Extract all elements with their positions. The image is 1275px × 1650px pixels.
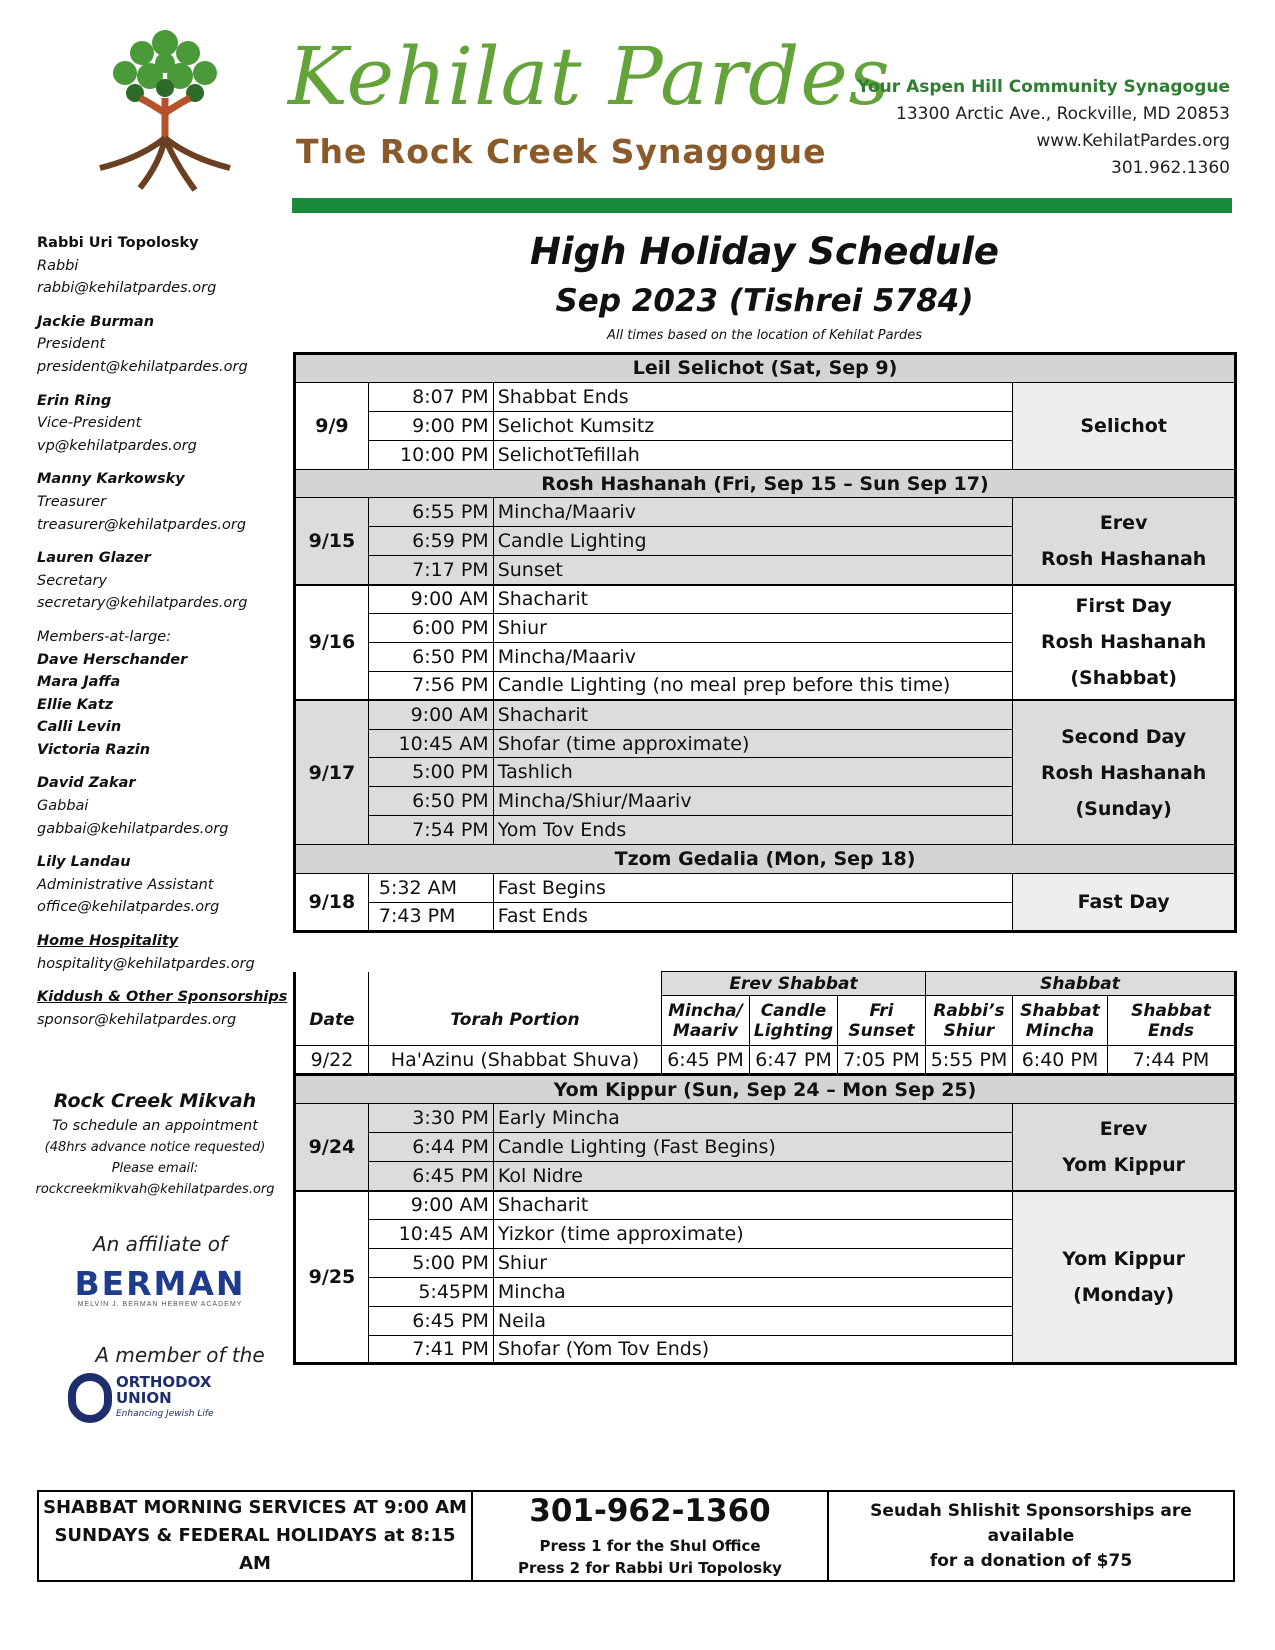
event-time: 9:00 AM [368, 700, 493, 729]
event-time: 8:07 PM [368, 382, 493, 411]
table-row [295, 585, 1236, 614]
shabbat-table [293, 971, 1237, 1074]
event-desc: Mincha/Shiur/Maariv [493, 787, 1013, 816]
event-time: 5:45PM [368, 1277, 493, 1306]
officer-role: Gabbai [37, 798, 89, 815]
event-desc: Shofar (Yom Tov Ends) [493, 1335, 1012, 1364]
table-row [295, 1046, 1236, 1074]
event-time: 7:56 PM [368, 671, 493, 700]
mikvah-line: To schedule an appointment [52, 1118, 258, 1134]
officer-name: Jackie Burman [37, 313, 155, 330]
event-time: 7:17 PM [368, 556, 493, 585]
event-desc: Shiur [493, 614, 1013, 643]
tagline: Your Aspen Hill Community Synagogue [857, 77, 1230, 97]
event-desc: Yizkor (time approximate) [493, 1219, 1012, 1248]
col-header-portion: Torah Portion [369, 996, 662, 1046]
event-time: 9:00 AM [368, 1191, 493, 1220]
event-desc: Selichot Kumsitz [493, 411, 1013, 440]
officer-rabbi [37, 232, 292, 300]
services-line: SHABBAT MORNING SERVICES AT 9:00 AM [43, 1497, 467, 1518]
contact-block [857, 74, 1230, 182]
affiliate-block [30, 1232, 290, 1308]
event-desc: Kol Nidre [493, 1162, 1012, 1191]
officer-email[interactable]: secretary@kehilatpardes.org [37, 595, 248, 612]
event-desc: Mincha [493, 1277, 1012, 1306]
day-name: Erev Rosh Hashanah [1013, 498, 1236, 585]
event-desc: Yom Tov Ends [493, 816, 1013, 845]
member-name: Mara Jaffa [37, 674, 121, 691]
col-header-smincha: Shabbat Mincha [1013, 996, 1108, 1046]
officer-role: Administrative Assistant [37, 876, 214, 893]
press-option: Press 2 for Rabbi Uri Topolosky [518, 1559, 782, 1577]
officer-email[interactable]: rabbi@kehilatpardes.org [37, 280, 217, 297]
seudah-info [829, 1492, 1233, 1580]
member-name: Calli Levin [37, 719, 122, 736]
event-desc: Sunset [493, 556, 1013, 585]
event-desc: Candle Lighting (Fast Begins) [493, 1133, 1012, 1162]
group-erev-shabbat: Erev Shabbat [662, 972, 926, 996]
day-name: First Day Rosh Hashanah (Shabbat) [1013, 585, 1236, 701]
officer-treasurer [37, 468, 292, 536]
phone-number: 301.962.1360 [1111, 158, 1230, 178]
event-desc: Shacharit [493, 700, 1013, 729]
ou-logo [68, 1373, 300, 1423]
table-row [295, 382, 1236, 411]
officer-name: Manny Karkowsky [37, 471, 185, 488]
event-desc: Candle Lighting [493, 527, 1013, 556]
section-header [295, 1075, 1236, 1104]
member-name: Dave Herschander [37, 651, 188, 668]
mikvah-title: Rock Creek Mikvah [53, 1090, 257, 1112]
section-title: Tzom Gedalia (Mon, Sep 18) [295, 845, 1236, 874]
berman-subtitle: MELVIN J. BERMAN HEBREW ACADEMY [77, 1301, 243, 1308]
officer-president [37, 311, 292, 379]
officer-email[interactable]: treasurer@kehilatpardes.org [37, 516, 247, 533]
synagogue-logo [288, 30, 891, 180]
torah-portion: Ha'Azinu (Shabbat Shuva) [369, 1046, 662, 1074]
members-label: Members-at-large: [37, 628, 172, 645]
day-name: Selichot [1013, 382, 1236, 469]
footer-box [37, 1490, 1235, 1582]
ou-line1: ORTHODOX [116, 1373, 212, 1391]
day-date: 9/18 [295, 874, 369, 932]
mikvah-email[interactable]: rockcreekmikvah@kehilatpardes.org [35, 1182, 275, 1197]
hospitality-email[interactable]: hospitality@kehilatpardes.org [37, 955, 255, 972]
officer-secretary [37, 547, 292, 615]
day-name: Second Day Rosh Hashanah (Sunday) [1013, 700, 1236, 844]
col-header-ends: Shabbat Ends [1108, 996, 1236, 1046]
page-subtitle: Sep 2023 (Tishrei 5784) [555, 283, 974, 319]
event-time: 5:00 PM [368, 1248, 493, 1277]
berman-logo-text: BERMAN [74, 1264, 246, 1303]
tree-logo-icon [80, 18, 250, 193]
event-time: 6:59 PM [368, 527, 493, 556]
officer-email[interactable]: office@kehilatpardes.org [37, 899, 220, 916]
officer-email[interactable]: vp@kehilatpardes.org [37, 437, 197, 454]
candle-time: 6:47 PM [750, 1046, 838, 1074]
section-header [295, 354, 1236, 383]
sunset-time: 7:05 PM [838, 1046, 926, 1074]
section-title: Yom Kippur (Sun, Sep 24 – Mon Sep 25) [295, 1075, 1236, 1104]
header-divider [292, 198, 1232, 213]
member-name: Victoria Razin [37, 741, 151, 758]
member-name: Ellie Katz [37, 696, 114, 713]
hospitality-link-block [37, 930, 292, 975]
sponsorship-link-block [37, 986, 292, 1031]
mincha-time: 6:45 PM [662, 1046, 750, 1074]
officer-role: Vice-President [37, 415, 142, 432]
col-header-shiur: Rabbi’s Shiur [926, 996, 1013, 1046]
table-row [295, 1191, 1236, 1220]
ou-line2: UNION [116, 1389, 172, 1407]
officer-role: Secretary [37, 572, 108, 589]
event-time: 10:45 AM [368, 729, 493, 758]
event-desc: Tashlich [493, 758, 1013, 787]
officer-name: Rabbi Uri Topolosky [37, 235, 199, 251]
event-desc: Neila [493, 1306, 1012, 1335]
table-row [295, 498, 1236, 527]
officer-email[interactable]: president@kehilatpardes.org [37, 358, 248, 375]
officer-name: Lauren Glazer [37, 550, 151, 567]
event-desc: Fast Begins [493, 874, 1013, 903]
day-date: 9/9 [295, 382, 369, 469]
event-time: 10:00 PM [368, 440, 493, 469]
officer-role: President [37, 336, 106, 353]
member-label: A member of the [95, 1343, 265, 1367]
event-time: 10:45 AM [368, 1219, 493, 1248]
day-date: 9/17 [295, 700, 369, 844]
event-time: 6:50 PM [368, 787, 493, 816]
day-name: Yom Kippur (Monday) [1013, 1191, 1236, 1364]
address: 13300 Arctic Ave., Rockville, MD 20853 [896, 104, 1230, 124]
shabbat-mincha-time: 6:40 PM [1013, 1046, 1108, 1074]
day-date: 9/16 [295, 585, 369, 701]
members-at-large [37, 626, 292, 762]
event-desc: Shiur [493, 1248, 1012, 1277]
ou-tagline: Enhancing Jewish Life [116, 1409, 214, 1419]
table-row [295, 700, 1236, 729]
day-name: Erev Yom Kippur [1013, 1104, 1236, 1191]
website-link[interactable]: www.KehilatPardes.org [1036, 131, 1230, 151]
day-date: 9/15 [295, 498, 369, 585]
event-time: 6:00 PM [368, 614, 493, 643]
event-time: 3:30 PM [368, 1104, 493, 1133]
page-title: High Holiday Schedule [529, 230, 1000, 273]
event-time: 7:54 PM [368, 816, 493, 845]
logo-sub-name: The Rock Creek Synagogue [296, 132, 827, 171]
event-time: 6:45 PM [368, 1306, 493, 1335]
schedule-table [293, 352, 1237, 933]
seudah-line: Seudah Shlishit Sponsorships are available [870, 1500, 1192, 1546]
event-desc: Mincha/Maariv [493, 642, 1013, 671]
event-time: 5:00 PM [368, 758, 493, 787]
sidebar [37, 232, 292, 1042]
services-info [39, 1492, 473, 1580]
press-option: Press 1 for the Shul Office [539, 1537, 761, 1555]
event-time: 7:43 PM [368, 902, 493, 931]
sponsorship-email[interactable]: sponsor@kehilatpardes.org [37, 1011, 237, 1028]
col-header-sunset: Fri Sunset [838, 996, 926, 1046]
sponsorship-link[interactable]: Kiddush & Other Sponsorships [37, 989, 288, 1006]
event-desc: Shacharit [493, 1191, 1012, 1220]
mikvah-line: (48hrs advance notice requested) [44, 1140, 266, 1155]
section-title: Leil Selichot (Sat, Sep 9) [295, 354, 1236, 383]
hospitality-link[interactable]: Home Hospitality [37, 933, 179, 950]
mikvah-block [20, 1090, 290, 1200]
event-desc: SelichotTefillah [493, 440, 1013, 469]
table-row [295, 1104, 1236, 1133]
affiliate-label: An affiliate of [92, 1232, 228, 1256]
event-time: 9:00 AM [368, 585, 493, 614]
event-time: 6:50 PM [368, 642, 493, 671]
officer-name: Lily Landau [37, 854, 131, 871]
section-title: Rosh Hashanah (Fri, Sep 15 – Sun Sep 17) [295, 469, 1236, 498]
officer-name: Erin Ring [37, 392, 112, 409]
shabbat-ends-time: 7:44 PM [1108, 1046, 1236, 1074]
group-shabbat: Shabbat [926, 972, 1236, 996]
day-date: 9/25 [295, 1191, 369, 1364]
event-desc: Shofar (time approximate) [493, 729, 1013, 758]
event-desc: Candle Lighting (no meal prep before this time) [493, 671, 1013, 700]
table-row [295, 874, 1236, 903]
event-time: 6:45 PM [368, 1162, 493, 1191]
seudah-line: for a donation of $75 [929, 1550, 1133, 1571]
shiur-time: 5:55 PM [926, 1046, 1013, 1074]
logo-script-name: Kehilat Pardes [288, 30, 891, 123]
event-time: 5:32 AM [368, 874, 493, 903]
mikvah-line: Please email: [111, 1161, 199, 1176]
event-desc: Early Mincha [493, 1104, 1012, 1133]
event-desc: Shacharit [493, 585, 1013, 614]
event-desc: Fast Ends [493, 902, 1013, 931]
section-header [295, 469, 1236, 498]
page-note: All times based on the location of Kehilat Pardes [607, 328, 922, 343]
event-desc: Mincha/Maariv [493, 498, 1013, 527]
officer-role: Treasurer [37, 493, 107, 510]
officer-role: Rabbi [37, 257, 79, 274]
event-time: 9:00 PM [368, 411, 493, 440]
ou-block [60, 1343, 300, 1423]
footer-phone: 301-962-1360 [529, 1493, 771, 1529]
officer-vp [37, 390, 292, 458]
yom-kippur-table [293, 1074, 1237, 1365]
event-time: 6:55 PM [368, 498, 493, 527]
section-header [295, 845, 1236, 874]
day-date: 9/24 [295, 1104, 369, 1191]
officer-admin [37, 851, 292, 919]
berman-logo [30, 1264, 290, 1303]
officer-name: David Zakar [37, 775, 136, 792]
phone-info [473, 1492, 829, 1580]
event-desc: Shabbat Ends [493, 382, 1013, 411]
services-line: SUNDAYS & FEDERAL HOLIDAYS at 8:15 AM [54, 1525, 456, 1574]
col-header-date: Date [295, 996, 369, 1046]
officer-gabbai [37, 772, 292, 840]
event-time: 7:41 PM [368, 1335, 493, 1364]
ou-circle-icon [68, 1373, 112, 1423]
col-header-candle: Candle Lighting [750, 996, 838, 1046]
day-name: Fast Day [1013, 874, 1236, 932]
event-time: 6:44 PM [368, 1133, 493, 1162]
col-header-mincha: Mincha/ Maariv [662, 996, 750, 1046]
shabbat-date: 9/22 [295, 1046, 369, 1074]
officer-email[interactable]: gabbai@kehilatpardes.org [37, 820, 229, 837]
